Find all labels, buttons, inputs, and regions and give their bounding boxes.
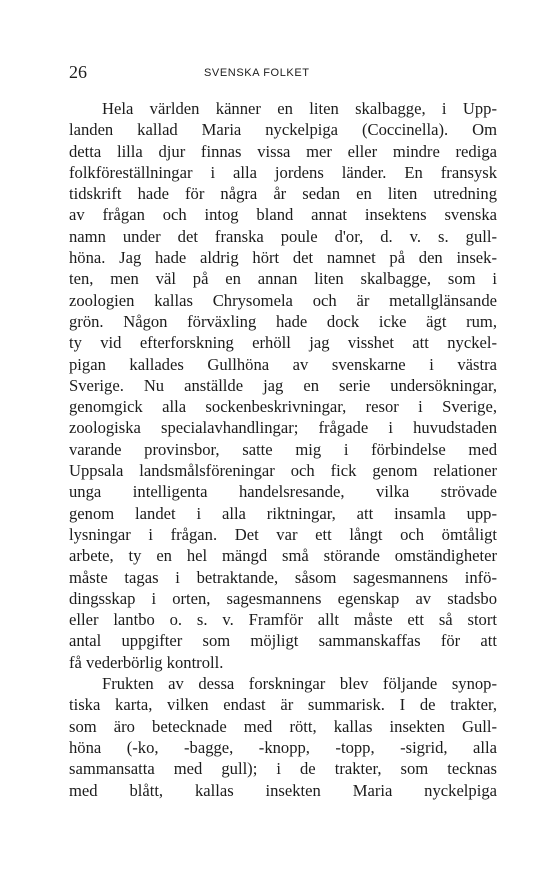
text-line: pigan kallades Gullhöna av svenskarne i västra xyxy=(69,354,497,374)
text-line: varande provinsbor, satte mig i förbindelse med xyxy=(69,439,497,459)
text-line: Sverige. Nu anställde jag en serie undersökningar, xyxy=(69,375,497,395)
text-line: höna. Jag hade aldrig hört det namnet på den insek- xyxy=(69,248,497,268)
text-line: landen kallad Maria nyckelpiga (Coccinella). Om xyxy=(69,120,497,140)
text-line: tidskrift hade för några år sedan en liten utredning xyxy=(69,184,497,204)
text-line: zoologiska specialavhandlingar; frågade i huvudstaden xyxy=(69,418,497,438)
text-line: Uppsala landsmålsföreningar och fick genom relationer xyxy=(69,461,497,481)
text-line: tiska karta, vilken endast är summarisk. I de trakter, xyxy=(69,695,497,715)
text-line: unga intelligenta handelsresande, vilka strövade xyxy=(69,482,497,502)
text-line: zoologien kallas Chrysomela och är metallglänsande xyxy=(69,290,497,310)
text-line: sammansatta med gull); i de trakter, som tecknas xyxy=(69,759,497,779)
text-line: eller lantbo o. s. v. Framför allt måste ett så stort xyxy=(69,610,497,630)
text-line: måste tagas i betraktande, såsom sagesmannens infö- xyxy=(69,567,497,587)
text-line: namn under det franska poule d'or, d. v. s. gull- xyxy=(69,226,497,246)
page-header xyxy=(69,62,499,82)
text-line: Hela världen känner en liten skalbagge, i Upp- xyxy=(102,99,497,118)
text-line: med blått, kallas insekten Maria nyckelpiga xyxy=(69,780,497,800)
text-line: lysningar i frågan. Det var ett långt och ömtåligt xyxy=(69,524,497,544)
text-line: höna (-ko, -bagge, -knopp, -topp, -sigrid, alla xyxy=(69,737,497,757)
text-line: få vederbörlig kontroll. xyxy=(69,652,224,672)
text-line: ty vid efterforskning erhöll jag visshet att nyckel- xyxy=(69,333,497,353)
text-line: ten, men väl på en annan liten skalbagge, som i xyxy=(69,269,497,289)
text-line: arbete, ty en hel mängd små störande omständigheter xyxy=(69,546,497,566)
text-line: grön. Någon förväxling hade dock icke ägt rum, xyxy=(69,311,497,331)
text-line: antal uppgifter som möjligt sammanskaffas för att xyxy=(69,631,497,651)
running-title: SVENSKA FOLKET xyxy=(204,67,310,79)
paragraph-2 xyxy=(69,673,497,801)
text-line: Frukten av dessa forskningar blev följande synop- xyxy=(102,674,497,694)
text-line: som äro betecknade med rött, kallas insekten Gull- xyxy=(69,716,497,736)
text-line: genom landet i alla riktningar, att insamla upp- xyxy=(69,503,497,523)
text-line: genomgick alla sockenbeskrivningar, resor i Sverige, xyxy=(69,397,497,417)
text-line: folkföreställningar i alla jordens länder. En fransysk xyxy=(69,162,497,182)
text-line: dingsskap i orten, sagesmannens egenskap av stadsbo xyxy=(69,588,497,608)
page-number: 26 xyxy=(69,62,87,82)
paragraph-1 xyxy=(69,98,497,673)
text-line: detta lilla djur finnas vissa mer eller mindre rediga xyxy=(69,141,497,161)
text-line: av frågan och intog bland annat insektens svenska xyxy=(69,205,497,225)
page-body xyxy=(69,98,497,801)
